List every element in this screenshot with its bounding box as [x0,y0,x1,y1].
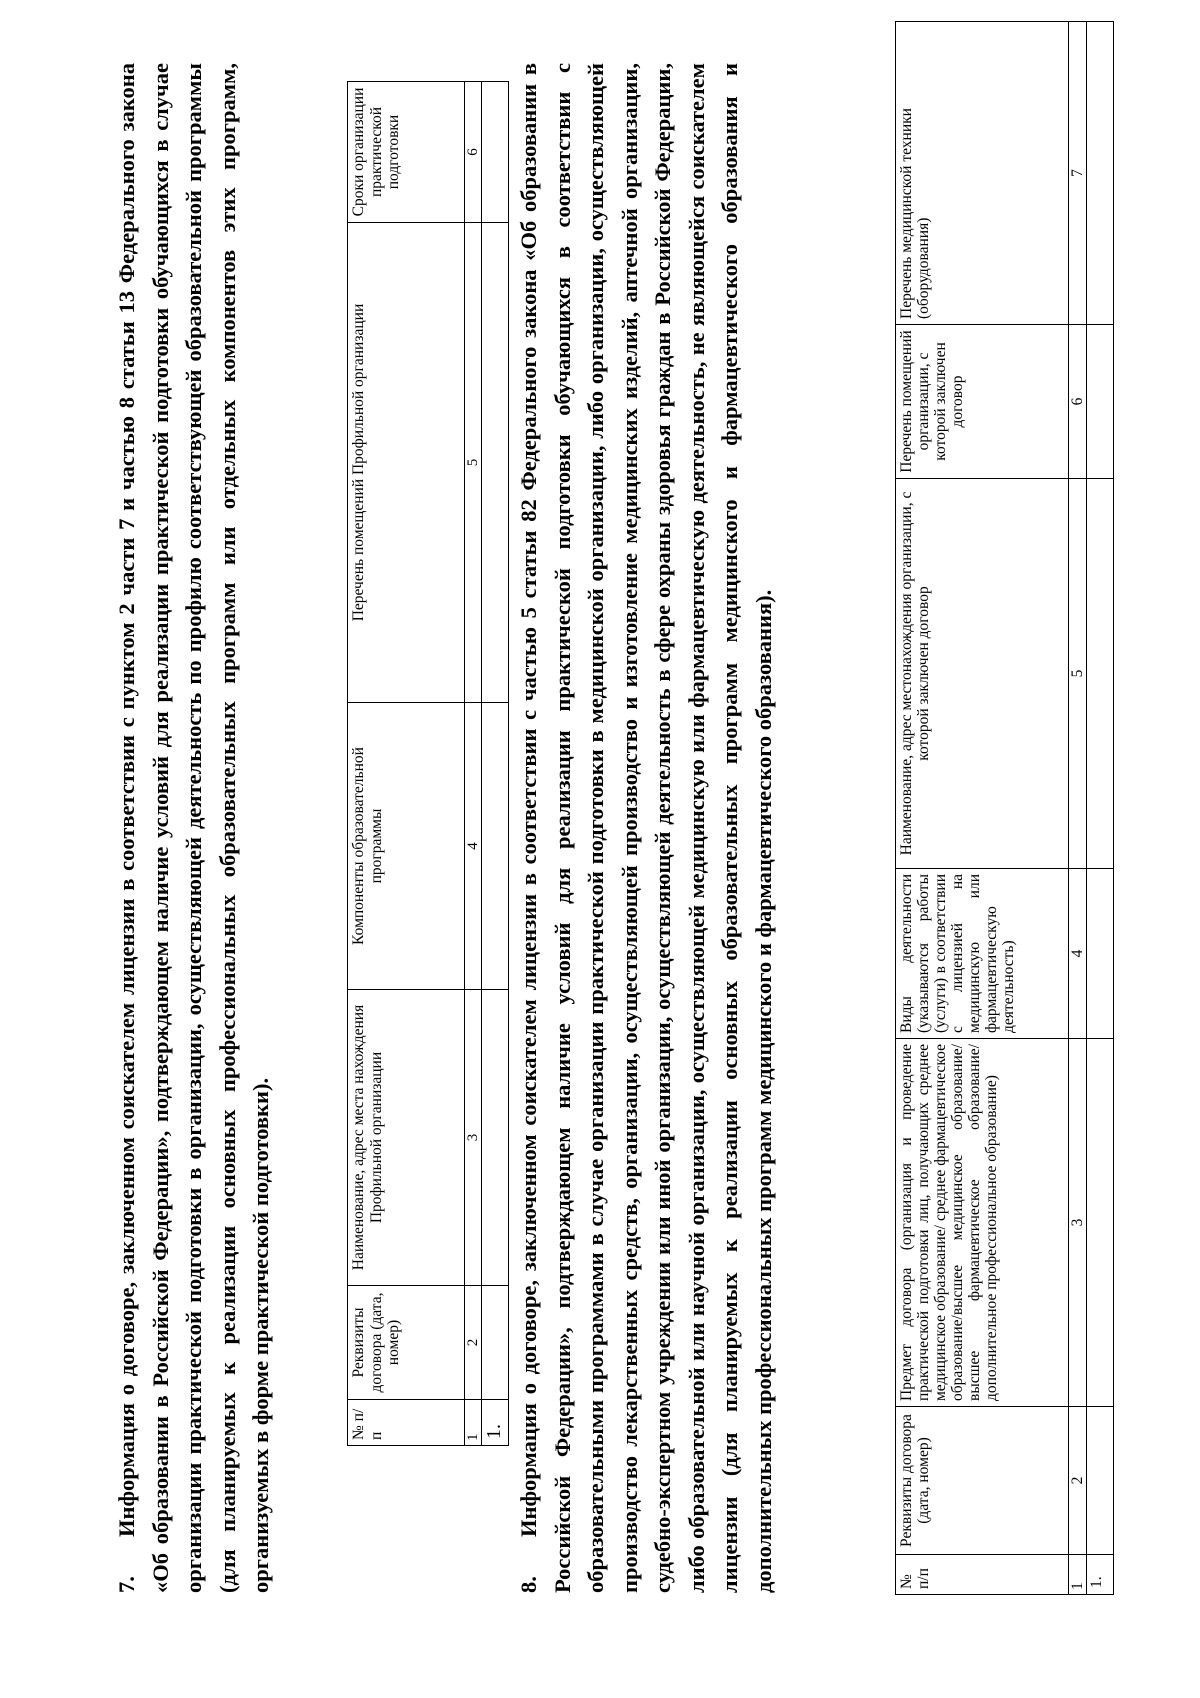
index-cell: 5 [465,223,482,703]
section-8-number: 8. [516,1576,541,1593]
header-cell-number: № п/п [896,1555,1069,1595]
table-cell [1087,869,1114,1039]
table-cell [482,1286,509,1400]
index-cell: 1 [465,1400,482,1446]
header-cell-contract-subject: Предмет договора (организация и проведение практической подготовки лиц, получающих среднее медицинское образование/ среднее фармацевтическое образование/высшее медицинское образование/ высшее фармацевтическое образование/ дополнительное профессиональное образование) [896,1039,1069,1407]
table-header-row [348,82,465,1446]
header-cell-activity-types: Виды деятельности (указываются работы (услуги) в соответствии с лицензией на медицинскую или фармацевтическую деятельность) [896,869,1069,1039]
section-7-text: Информация о договоре, заключенном соискателем лицензии в соответствии с пунктом 2 части 7 и частью 8 статьи 13 Федерального закона «Об образовании в Российской Федерации», подтверждающем наличие условий для реализации практической подготовки обучающихся в случае организации практической подготовки в организации, осуществляющей деятельность по профилю соответствующей образовательной программы (для планируемых к реализации основных профессиональных образовательных программ или отдельных компонентов этих программ, организуемых в форме практической подготовки). [114,63,273,1593]
index-cell: 4 [465,703,482,990]
table-cell [482,990,509,1286]
header-cell-organization-address: Наименование, адрес местонахождения организации, с которой заключен договор [896,479,1069,869]
table-row [482,82,509,1446]
index-cell: 7 [1069,22,1087,325]
table-cell [1087,22,1114,325]
row-number-cell: 1. [1087,1555,1114,1595]
index-cell: 3 [1069,1039,1087,1407]
index-cell: 2 [1069,1407,1087,1555]
section-7-number: 7. [114,1576,139,1593]
table-index-row [1069,22,1087,1595]
header-cell-training-period: Сроки организации практической подготовки [348,82,465,223]
table-cell [1087,325,1114,479]
row-number-cell: 1. [482,1400,509,1446]
index-cell: 4 [1069,869,1087,1039]
table-index-row [465,82,482,1446]
table-cell [1087,1407,1114,1555]
header-cell-organization-name: Наименование, адрес места нахождения Профильной организации [348,990,465,1286]
header-cell-equipment-list: Перечень медицинской техники (оборудования) [896,22,1069,325]
index-cell: 3 [465,990,482,1286]
table-header-row [896,22,1069,1595]
index-cell: 1 [1069,1555,1087,1595]
section-7-table [347,81,509,1446]
header-cell-contract-details: Реквизиты договора (дата, номер) [896,1407,1069,1555]
table-cell [482,703,509,990]
header-cell-premises-list: Перечень помещений Профильной организации [348,223,465,703]
header-cell-program-components: Компоненты образовательной программы [348,703,465,990]
header-cell-premises-list: Перечень помещений организации, с которой заключен договор [896,325,1069,479]
index-cell: 5 [1069,479,1087,869]
table-cell [482,223,509,703]
index-cell: 6 [465,82,482,223]
header-cell-number: № п/п [348,1400,465,1446]
header-cell-contract-details: Реквизиты договора (дата, номер) [348,1286,465,1400]
table-cell [1087,479,1114,869]
table-cell [1087,1039,1114,1407]
index-cell: 6 [1069,325,1087,479]
section-8-text: Информация о договоре, заключенном соискателем лицензии в соответствии с частью 5 статьи 82 Федерального закона «Об образовании в Российской Федерации», подтверждающем наличие условий для реализации практической подготовки обучающихся в соответствии с образовательными программами в случае организации практической подготовки в медицинской организации, либо организации, осуществляющей производство лекарственных средств, организации, осуществляющей производство и изготовление медицинских изделий, аптечной организации, судебно-экспертном учреждении или иной организации, осуществляющей деятельность в сфере охраны здоровья граждан в Российской Федерации, либо образовательной или научной организации, осуществляющей медицинскую или фармацевтическую деятельность, не являющейся соискателем лицензии (для планируемых к реализации основных образовательных программ медицинского и фармацевтического образования и дополнительных профессиональных программ медицинского и фармацевтического образования). [516,63,776,1593]
section-8-paragraph [512,63,780,1593]
section-7-paragraph [110,63,278,1593]
index-cell: 2 [465,1286,482,1400]
table-row [1087,22,1114,1595]
table-cell [482,82,509,223]
section-8-table [895,21,1114,1595]
